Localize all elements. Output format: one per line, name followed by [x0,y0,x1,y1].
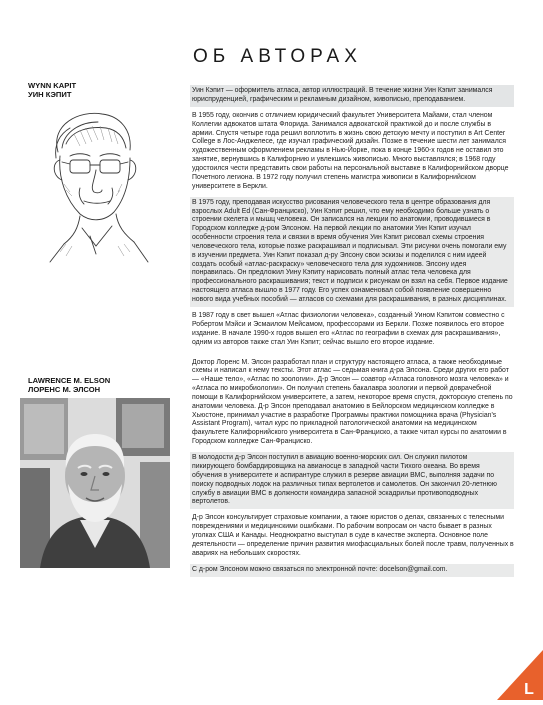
kapit-paragraph: В 1987 году в свет вышел «Атлас физиологии человека», созданный Уином Кэпитом совместно с Робертом Мэйси и Эсмаилом Мейсамом, профессорами из Беркли. Позже появилось его второе издание. В начале 1990-х годов вышел его «Атлас по географии в схемах для раскрашивания», одним из авторов также стал Уин Кэпит; сейчас вышло его второе издание. [192,311,505,346]
portrait-elson [20,398,170,568]
kapit-paragraph: В 1975 году, преподавая искусство рисования человеческого тела в центре образования для взрослых Adult Ed (Сан-Франциско), Уин Кэпит решил, что ему необходимо больше узнать о строении скелета и мышц человека. Он записался на лекции по анатомии, проводившиеся в Городском колледже д-ром Элсоном. На первой лекции по анатомии Уин Кэпит изучал особенности строения тела и связки в время обучения Уин Кэпит рисовал схемы строения человеческого тела, которые позже раскрашивал и подписывал. Эти рисунки очень помогали ему в изучении предмета. Уин Кэпит показал д-ру Элсону свои эскизы и поделился с ним идеей создать особый «атлас-раскраску» человеческого тела для художников. Элсону идея понравилась. Он предложил Уину Кэпиту нарисовать полный атлас тела человека для профессионального раскрашивания; текст и подписи к рисункам он взял на себя. Первое издание настоящего атласа вышло в 1977 году. Его успех ознаменовал собой появление совершенно нового вида учебных пособий — атласов со схемами для раскрашивания, в разных дисциплинах. [190,197,514,307]
author-name-latin: WYNN KAPIT [28,81,77,90]
authors-text-column [192,85,514,582]
author-name-kapit [28,81,76,99]
elson-paragraph: Доктор Лоренс М. Элсон разработал план и структуру настоящего атласа, а также необходимые схемы и написал к нему тексты. Этот атлас — седьмая книга д-ра Элсона. Среди других его работ — «Наше тело», «Атлас по зоологии». Д-р Элсон — соавтор «Атласа головного мозга человека» и «Атласа по микробиологии». Он получил степень бакалавра зоологии и первой доврачебной помощи в Калифорнийском университете, а затем, некоторое время спустя, докторскую степень по анатомии человека. Д-р Элсон преподавал анатомию в Бейлорском медицинском колледже в Хьюстоне, принимал участие в разработке Программы практики помощника врача (Physician's Assistant Program), читал курс по прикладной патологической анатомии на медицинском факультете Калифорнийского университета в Сан-Франциско, а также читал курсы по анатомии в Городском колледже Сан-Франциско. [192,358,513,446]
elson-paragraph: Д-р Элсон консультирует страховые компании, а также юристов о делах, связанных с телесными повреждениями и медицинскими ошибками. По рабочим вопросам он часто бывает в разных уголках США и Канады. Неоднократно выступал в суде в качестве эксперта. Основное поле деятельности — определение причин развития миофасциальных болей после травм, полученных в авариях на небольших скоростях. [192,514,514,557]
portrait-kapit [20,104,160,264]
author-name-cyrillic: ЛОРЕНС М. ЭЛСОН [28,385,101,394]
publisher-logo-letter: L [524,681,534,698]
elson-paragraph: В молодости д-р Элсон поступил в авиацию военно-морских сил. Он служил пилотом пикирующего бомбардировщика на авианосце в западной части Тихого океана. Во время обучения в университете и аспирантуре служил в резерве авиации ВМС, выполняя задачи по поиску подводных лодок на различных типах вертолетов и самолетов. Он закончил 20-летнюю службу в авиации ВМС в должности командира запасной эскадрильи противоподводных вертолетов. [190,452,514,509]
kapit-paragraph: Уин Кэпит — оформитель атласа, автор иллюстраций. В течение жизни Уин Кэпит занимался юриспруденцией, графическим и рекламным дизайном, живописью, преподаванием. [190,85,514,107]
author-name-elson [28,376,110,394]
author-name-cyrillic: УИН КЭПИТ [28,90,72,99]
author-name-latin: LAWRENCE M. ELSON [28,376,111,385]
elson-paragraph: С д-ром Элсоном можно связаться по электронной почте: docelson@gmail.com. [190,564,514,577]
kapit-paragraph: В 1955 году, окончив с отличием юридический факультет Университета Майами, стал членом Коллегии адвокатов штата Флорида. Занимался адвокатской практикой до и после службы в армии. Спустя четыре года решил воплотить в жизнь свою детскую мечту и поступил в Art Center College в Лос-Анджелесе, где изучал графический дизайн. Позже в течение шести лет занимался художественным оформлением рекламы в Нью-Йорке, пока в конце 1960-х годов не оставил это занятие, вернувшись в Калифорнию и увлекшись живописью. Много выставлялся; в 1968 году удостоился чести представить свои работы на персональной выставке в Калифорнийском дворце Почетного легиона. В 1972 году получил степень магистра живописи в Калифорнийском университете в Беркли. [192,111,509,190]
page-title: ОБ АВТОРАХ [193,46,362,67]
publisher-logo-icon [497,650,543,700]
